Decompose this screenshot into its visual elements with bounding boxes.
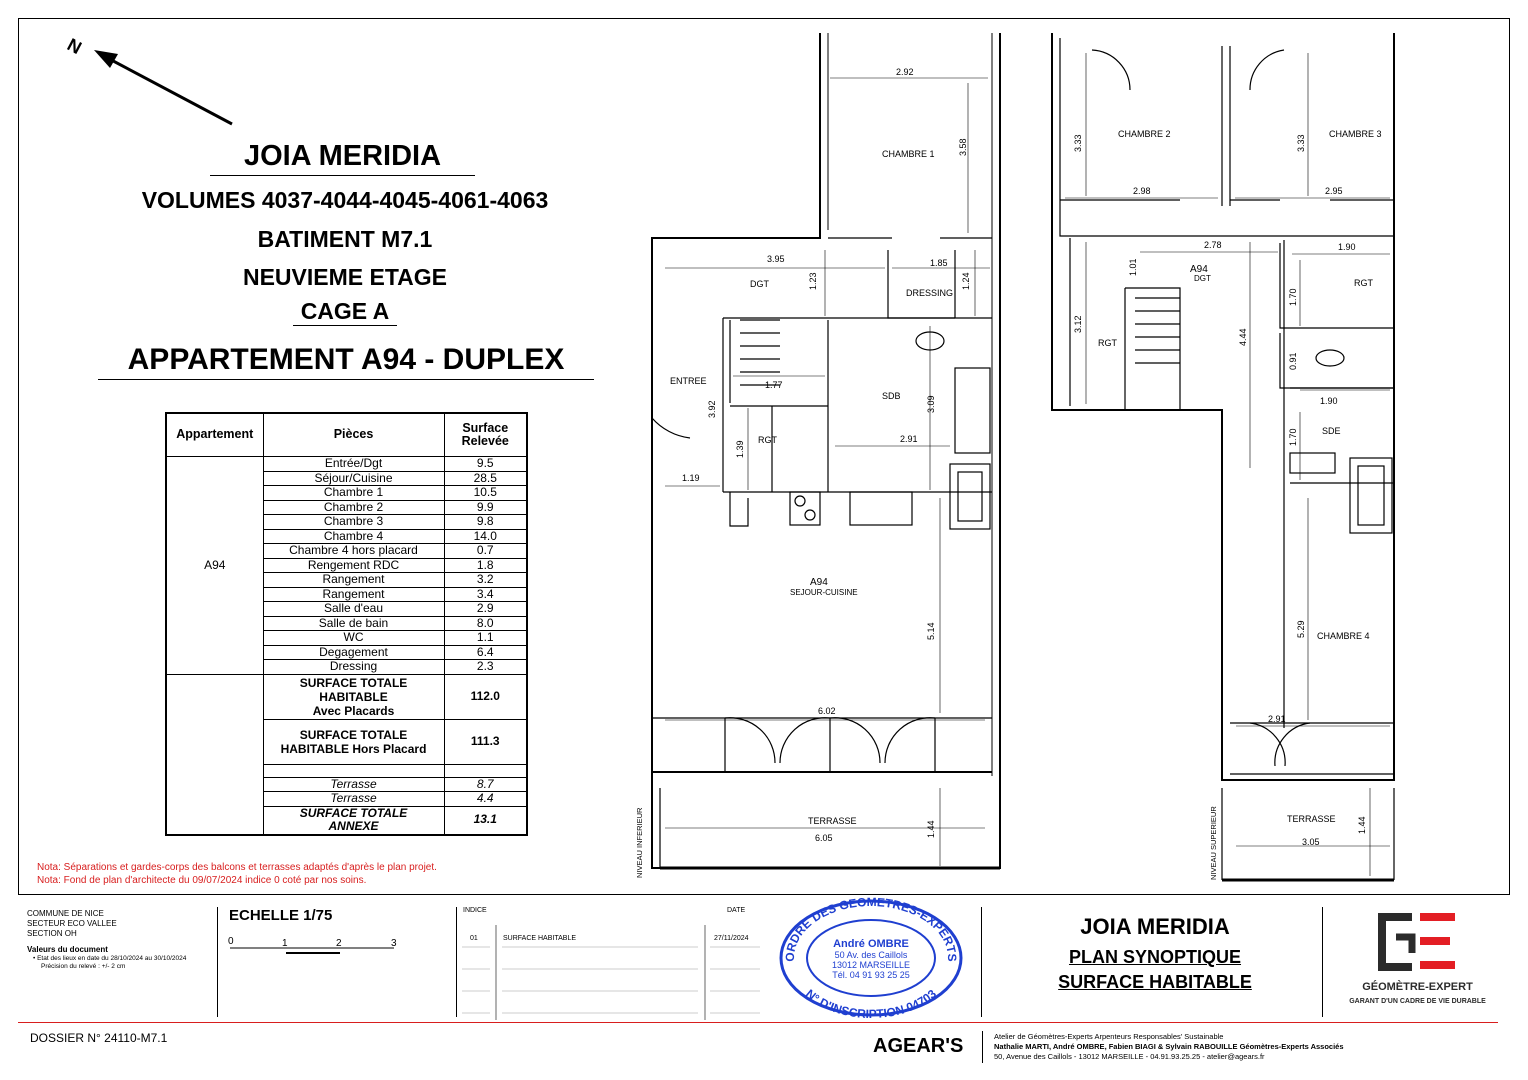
dim: 3.92 xyxy=(707,400,717,418)
cartouche-plan2: SURFACE HABITABLE xyxy=(1058,972,1252,992)
dim: 4.44 xyxy=(1238,328,1248,346)
dim: 1.23 xyxy=(808,272,818,290)
room-terrasse-upper: TERRASSE xyxy=(1287,814,1336,824)
piece-surface: 9.5 xyxy=(444,457,527,472)
niveau-inferieur: NIVEAU INFERIEUR xyxy=(635,807,644,878)
revision-lines xyxy=(460,925,765,1020)
dim: 1.24 xyxy=(961,272,971,290)
room-rgt1: RGT xyxy=(1098,338,1117,348)
piece-name: Rangement xyxy=(263,587,444,602)
dim: 6.02 xyxy=(818,706,836,716)
stamp-ring-bottom: N° D'INSCRIPTION 04703 xyxy=(803,986,939,1019)
scale-tick: 2 xyxy=(336,938,342,949)
piece-name: Rangement xyxy=(263,573,444,588)
piece-name: Degagement xyxy=(263,645,444,660)
scale-bar xyxy=(226,934,406,959)
piece-surface: 1.1 xyxy=(444,631,527,646)
dim: 2.91 xyxy=(1268,714,1286,724)
scale-tick: 3 xyxy=(391,938,397,949)
niveau-superieur: NIVEAU SUPERIEUR xyxy=(1209,806,1218,880)
annex-row: Terrasse 8.7 xyxy=(166,777,527,792)
piece-surface: 3.2 xyxy=(444,573,527,588)
piece-name: Chambre 4 hors placard xyxy=(263,544,444,559)
dim: 3.12 xyxy=(1073,315,1083,333)
stamp-tel: Tél. 04 91 93 25 25 xyxy=(832,970,910,980)
stamp-addr1: 50 Av. des Caillols xyxy=(834,950,908,960)
piece-surface: 9.8 xyxy=(444,515,527,530)
note-2: Nota: Fond de plan d'architecte du 09/07/2024 indice 0 coté par nos soins. xyxy=(37,875,367,886)
piece-surface: 2.9 xyxy=(444,602,527,617)
room-sde: SDE xyxy=(1322,426,1341,436)
dim: 1.01 xyxy=(1128,258,1138,276)
stamp-ring-top: ORDRE DES GEOMETRES-EXPERTS xyxy=(782,897,960,962)
room-apt-upper: A94 xyxy=(1190,264,1208,275)
room-rgt: RGT xyxy=(758,435,777,445)
cartouche-project: JOIA MERIDIA xyxy=(1080,914,1230,939)
volumes: VOLUMES 4037-4044-4045-4061-4063 xyxy=(141,187,549,213)
scale-tick: 0 xyxy=(228,936,234,947)
header-appartement: Appartement xyxy=(166,413,263,457)
dim: 5.14 xyxy=(926,622,936,640)
indice-label: INDICE xyxy=(463,907,487,914)
date-value: 27/11/2024 xyxy=(714,935,749,942)
room-dgt: DGT xyxy=(750,279,769,289)
agears-brand: AGEAR'S xyxy=(873,1035,964,1057)
description: SURFACE HABITABLE xyxy=(503,935,577,942)
svg-text:N° D'INSCRIPTION 04703 xyxy=(803,986,939,1019)
north-arrow-icon xyxy=(60,30,245,130)
piece-name: Chambre 4 xyxy=(263,529,444,544)
dim: 2.92 xyxy=(896,67,914,77)
room-dressing: DRESSING xyxy=(906,288,954,298)
dim: 3.05 xyxy=(1302,837,1320,847)
plan-upper-level xyxy=(1040,28,1415,888)
north-label: N xyxy=(64,34,85,59)
piece-surface: 28.5 xyxy=(444,471,527,486)
total-avec-row: SURFACE TOTALE HABITABLE Avec Placards 112.0 xyxy=(166,674,527,719)
room-chambre4: CHAMBRE 4 xyxy=(1317,631,1370,641)
dim: 2.78 xyxy=(1204,240,1222,250)
date-label: DATE xyxy=(727,907,746,914)
piece-name: WC xyxy=(263,631,444,646)
annex-row: Terrasse 4.4 xyxy=(166,792,527,807)
piece-surface: 10.5 xyxy=(444,486,527,501)
dim: 1.90 xyxy=(1338,242,1356,252)
logo-text: GÉOMÈTRE-EXPERT xyxy=(1362,981,1473,993)
dim: 1.44 xyxy=(926,820,936,838)
geometre-expert-logo-icon xyxy=(1378,913,1458,971)
piece-name: Séjour/Cuisine xyxy=(263,471,444,486)
cage: CAGE A xyxy=(293,298,397,326)
indice-value: 01 xyxy=(470,935,478,942)
dim: 2.98 xyxy=(1133,186,1151,196)
cartouche-plan1: PLAN SYNOPTIQUE xyxy=(1068,947,1242,967)
stamp-addr2: 13012 MARSEILLE xyxy=(831,960,911,970)
apartment-cell: A94 xyxy=(166,457,263,675)
header-surface: Surface Relevée xyxy=(444,413,527,457)
piece-name: Dressing xyxy=(263,660,444,675)
piece-name: Chambre 3 xyxy=(263,515,444,530)
dim: 3.95 xyxy=(767,254,785,264)
dim: 2.95 xyxy=(1325,186,1343,196)
room-apt: A94 xyxy=(810,577,828,588)
piece-name: Salle de bain xyxy=(263,616,444,631)
piece-surface: 6.4 xyxy=(444,645,527,660)
dim: 3.33 xyxy=(1073,134,1083,152)
dim: 5.29 xyxy=(1296,620,1306,638)
logo-tagline: GARANT D'UN CADRE DE VIE DURABLE xyxy=(1349,998,1486,1005)
company-info: Atelier de Géomètres-Experts Arpenteurs Responsables' Sustainable Nathalie MARTI, André OMBRE, Fabien BIAGI & Sylvain RABOUILLE Géomètres-Experts Associés 50, Avenue des Caillols - 13012 MARSEILLE - 04.91.93.25.25 - atelier@agears.fr xyxy=(994,1032,1344,1061)
dim: 3.09 xyxy=(926,395,936,413)
scale-tick: 1 xyxy=(282,938,288,949)
dim: 6.05 xyxy=(815,833,833,843)
room-chambre3: CHAMBRE 3 xyxy=(1329,129,1382,139)
dim: 1.90 xyxy=(1320,396,1338,406)
dim: 1.70 xyxy=(1288,288,1298,306)
dim: 1.70 xyxy=(1288,428,1298,446)
geometre-stamp xyxy=(776,897,966,1019)
piece-surface: 2.3 xyxy=(444,660,527,675)
piece-surface: 3.4 xyxy=(444,587,527,602)
surface-table xyxy=(165,412,528,836)
dossier-number: DOSSIER N° 24110-M7.1 xyxy=(30,1031,168,1045)
dim: 2.91 xyxy=(900,434,918,444)
piece-name: Salle d'eau xyxy=(263,602,444,617)
room-sejour: SEJOUR-CUISINE xyxy=(790,588,858,597)
note-1: Nota: Séparations et gardes-corps des balcons et terrasses adaptés d'après le plan projet. xyxy=(37,862,437,873)
room-chambre1: CHAMBRE 1 xyxy=(882,149,935,159)
total-annexe-row: SURFACE TOTALE ANNEXE 13.1 xyxy=(166,806,527,835)
etage: NEUVIEME ETAGE xyxy=(242,264,448,290)
room-dgt-upper: DGT xyxy=(1194,274,1211,283)
dim: 3.58 xyxy=(958,138,968,156)
dim: 1.85 xyxy=(930,258,948,268)
dim: 1.19 xyxy=(682,473,700,483)
apartment-title: APPARTEMENT A94 - DUPLEX xyxy=(98,343,594,380)
room-terrasse: TERRASSE xyxy=(808,816,857,826)
echelle: ECHELLE 1/75 xyxy=(229,907,333,924)
piece-name: Entrée/Dgt xyxy=(263,457,444,472)
piece-surface: 8.0 xyxy=(444,616,527,631)
piece-surface: 0.7 xyxy=(444,544,527,559)
piece-surface: 14.0 xyxy=(444,529,527,544)
project-title: JOIA MERIDIA xyxy=(210,140,475,176)
cartouche-commune: COMMUNE DE NICE SECTEUR ECO VALLEE SECTION OH Valeurs du document • Etat des lieux en date du 28/10/2024 au 30/10/2024 Précision du relevé : +/- 2 cm xyxy=(27,909,187,970)
room-chambre2: CHAMBRE 2 xyxy=(1118,129,1171,139)
stamp-name: André OMBRE xyxy=(833,938,909,950)
table-row xyxy=(166,457,527,472)
dim: 3.33 xyxy=(1296,134,1306,152)
room-sdb: SDB xyxy=(882,391,901,401)
piece-name: Chambre 1 xyxy=(263,486,444,501)
room-entree: ENTREE xyxy=(670,376,707,386)
dim: 1.77 xyxy=(765,380,783,390)
piece-surface: 1.8 xyxy=(444,558,527,573)
total-hors-row: SURFACE TOTALE HABITABLE Hors Placard 111.3 xyxy=(166,719,527,764)
piece-name: Rengement RDC xyxy=(263,558,444,573)
room-rgt2: RGT xyxy=(1354,278,1373,288)
piece-surface: 9.9 xyxy=(444,500,527,515)
dim: 1.44 xyxy=(1357,816,1367,834)
header-pieces: Pièces xyxy=(263,413,444,457)
dim: 1.39 xyxy=(735,440,745,458)
footer-divider xyxy=(18,1022,1498,1023)
plan-lower-level xyxy=(630,28,1010,888)
piece-name: Chambre 2 xyxy=(263,500,444,515)
dim: 0.91 xyxy=(1288,352,1298,370)
batiment: BATIMENT M7.1 xyxy=(257,226,433,252)
